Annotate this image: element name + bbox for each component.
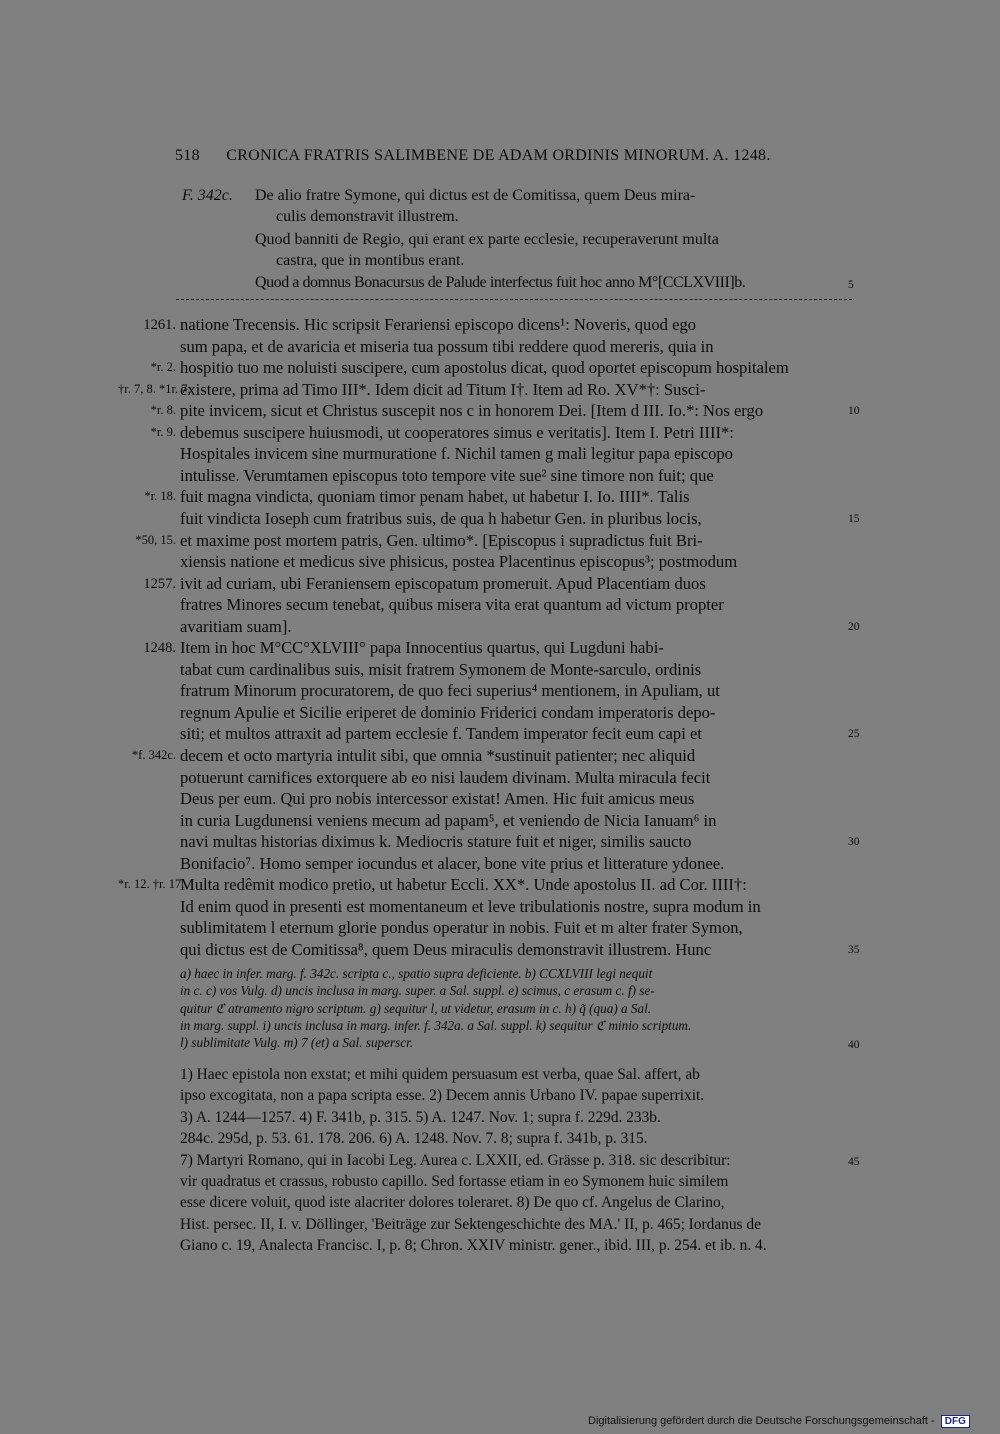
body-line: Item in hoc M°CC°XLVIII° papa Innocentius quartus, qui Lugduni habi- xyxy=(180,638,664,657)
body-line: tabat cum cardinalibus suis, misit fratrem Symonem de Monte-sarculo, ordinis xyxy=(180,660,702,679)
body-line: Deus per eum. Qui pro nobis intercessor existat! Amen. Hic fuit amicus meus xyxy=(180,789,695,808)
body-line: regnum Apulie et Sicilie eriperet de dominio Friderici condam imperatoris depo- xyxy=(180,703,716,722)
footnote-line: 284c. 295d, p. 53. 61. 178. 206. 6) A. 1248. Nov. 7. 8; supra f. 341b, p. 315. xyxy=(180,1130,648,1147)
body-line: hospitio tuo me noluisti suscipere, cum apostolus dicat, quod oportet episcopum hospitalem xyxy=(180,358,789,377)
body-line: navi multas historias diximus k. Mediocris stature fuit et niger, similis saucto xyxy=(180,832,692,851)
body-line: in curia Lugdunensi veniens mecum ad papam⁵, et veniendo de Nicia Ianuam⁶ in xyxy=(180,811,717,830)
dfg-logo: DFG xyxy=(941,1415,970,1428)
line-number: 45 xyxy=(848,1156,860,1168)
body-line: debemus suscipere huiusmodi, ut cooperatores simus e veritatis]. Item I. Petri IIII*: xyxy=(180,423,734,442)
footnote-line: Giano c. 19, Analecta Francisc. I, p. 8; Chron. XXIV ministr. gener., ibid. III, p. 254. et ib. n. 4. xyxy=(180,1237,767,1254)
page-number: 518 xyxy=(175,147,200,164)
apparatus-line: in marg. suppl. i) uncis inclusa in marg. infer. f. 342a. a Sal. suppl. k) sequitur ℭ minio scriptum. xyxy=(180,1018,692,1033)
apparatus-line: l) sublimitate Vulg. m) 7 (et) a Sal. superscr. xyxy=(180,1035,414,1050)
toc-line-5: Quod a domnus Bonacursus de Palude interfectus fuit hoc anno M°[CCLXVIII]b. xyxy=(255,274,746,291)
body-line: decem et octo martyria intulit sibi, que omnia *sustinuit patienter; nec aliquid xyxy=(180,746,696,765)
body-line: natione Trecensis. Hic scripsit Ferariensi episcopo dicens¹: Noveris, quod ego xyxy=(180,315,697,334)
margin-note: *r. 18. xyxy=(144,489,176,503)
body-line: potuerunt carnifices extorquere ab eo nisi laudem divinam. Multa miracula fecit xyxy=(180,768,711,787)
body-line: siti; et multos attraxit ad partem ecclesie f. Tandem imperator fecit eum capi et xyxy=(180,724,702,743)
body-line: fratres Minores secum tenebat, quibus misera vita erat quantum ad victum propter xyxy=(180,595,724,614)
footnote-line: Hist. persec. II, I. v. Döllinger, 'Beiträge zur Sektengeschichte des MA.' II, p. 465; Iordanus de xyxy=(180,1216,761,1233)
footnote-line: ipso excogitata, non a papa scripta esse. 2) Decem annis Urbano IV. papae superrixit. xyxy=(180,1087,705,1104)
body-line: pite invicem, sicut et Christus suscepit nos c in honorem Dei. [Item d III. Io.*: Nos ergo xyxy=(180,401,764,420)
body-line: xiensis natione et medicus sive phisicus, postea Placentinus episcopus³; postmodum xyxy=(180,552,738,571)
body-line: Hospitales invicem sine murmuratione f. Nichil tamen g mali legitur papa episcopo xyxy=(180,444,733,463)
margin-note: 1257. xyxy=(143,576,176,592)
line-number: 20 xyxy=(848,621,860,633)
body-line: Id enim quod in presenti est momentaneum et leve tribulationis nostre, supra modum in xyxy=(180,897,761,916)
credit-text: Digitalisierung gefördert durch die Deutsche Forschungsgemeinschaft - xyxy=(588,1415,935,1427)
body-line: fuit magna vindicta, quoniam timor penam habet, ut habetur I. Io. IIII*. Talis xyxy=(180,487,690,506)
body-line: et maxime post mortem patris, Gen. ultimo*. [Episcopus i supradictus fuit Bri- xyxy=(180,531,703,550)
body-line: ivit ad curiam, ubi Feraniensem episcopatum promeruit. Apud Placentiam duos xyxy=(180,574,706,593)
footnote-line: esse dicere voluit, quod iste alacriter dolores toleraret. 8) De quo cf. Angelus de Clarino, xyxy=(180,1194,725,1211)
running-title: CRONICA FRATRIS SALIMBENE DE ADAM ORDINIS MINORUM. A. 1248. xyxy=(226,147,771,164)
line-number: 10 xyxy=(848,405,860,417)
body-line: Bonifacio⁷. Homo semper iocundus et alacer, bone vite prius et litterature ydonee. xyxy=(180,854,725,873)
line-number: 30 xyxy=(848,836,860,848)
line-number: 35 xyxy=(848,944,860,956)
digitization-credit xyxy=(588,1415,970,1428)
margin-note: *r. 8. xyxy=(150,403,176,417)
apparatus-line: quitur ℭ atramento nigro scriptum. g) sequitur l, ut videtur, erasum in c. h) q̃ (qua) a Sal. xyxy=(180,1001,652,1016)
body-line: sum papa, et de avaricia et miseria tua possum tibi reddere quod mereris, quia in xyxy=(180,337,714,356)
margin-note: 1261. xyxy=(143,317,176,333)
body-line: Multa redêmit modico pretio, ut habetur Eccli. XX*. Unde apostolus II. ad Cor. IIII†: xyxy=(180,875,747,894)
toc-line-3: Quod banniti de Regio, qui erant ex parte ecclesie, recuperaverunt multa xyxy=(255,231,719,248)
body-line: existere, prima ad Timo III*. Idem dicit ad Titum I†. Item ad Ro. XV*†: Susci- xyxy=(180,380,706,399)
margin-note: *r. 2. xyxy=(150,360,176,374)
section-divider xyxy=(176,299,852,300)
body-line: intulisse. Verumtamen episcopus toto tempore vite sue² sine timore non fuit; que xyxy=(180,466,714,485)
running-header xyxy=(175,147,771,165)
toc-line-2: culis demonstravit illustrem. xyxy=(276,208,459,225)
footnote-line: 1) Haec epistola non exstat; et mihi quidem persuasum est verba, quae Sal. affert, ab xyxy=(180,1066,700,1083)
margin-note: *r. 12. †r. 17. xyxy=(118,877,185,891)
body-line: sublimitatem l eternum glorie pondus operatur in nobis. Fuit et m alter frater Symon, xyxy=(180,918,743,937)
line-number: 25 xyxy=(848,728,860,740)
footnote-line: 3) A. 1244—1257. 4) F. 341b, p. 315. 5) A. 1247. Nov. 1; supra f. 229d. 233b. xyxy=(180,1109,661,1126)
footnote-line: vir quadratus et crassus, robusto capillo. Sed fortasse etiam in eo Symonem huic similem xyxy=(180,1173,729,1190)
margin-note: 1248. xyxy=(143,640,176,656)
margin-note: *r. 9. xyxy=(150,425,176,439)
line-number: 40 xyxy=(848,1039,860,1051)
footnote-line: 7) Martyri Romano, qui in Iacobi Leg. Aurea c. LXXII, ed. Grässe p. 318. sic describitur: xyxy=(180,1152,731,1169)
apparatus-line: in c. c) vos Vulg. d) uncis inclusa in marg. super. a Sal. suppl. e) scimus, c erasum c. f) se- xyxy=(180,983,655,998)
toc-line-number: 5 xyxy=(848,279,854,291)
apparatus-line: a) haec in infer. marg. f. 342c. scripta c., spatio supra deficiente. b) CCXLVIII legi nequit xyxy=(180,966,653,981)
margin-note: *f. 342c. xyxy=(131,748,176,762)
body-line: fratrum Minorum procuratorem, de quo feci superius⁴ mentionem, in Apuliam, ut xyxy=(180,681,720,700)
toc-line-4: castra, que in montibus erant. xyxy=(276,252,465,269)
toc-folio: F. 342c. xyxy=(182,187,233,204)
body-line: fuit vindicta Ioseph cum fratribus suis, de qua h habetur Gen. in pluribus locis, xyxy=(180,509,702,528)
body-line: qui dictus est de Comitissa⁸, quem Deus miraculis demonstravit illustrem. Hunc xyxy=(180,940,712,959)
margin-note: †r. 7, 8. *1r. 7. xyxy=(118,382,191,396)
body-line: avaritiam suam]. xyxy=(180,617,292,636)
margin-note: *50, 15. xyxy=(135,533,176,547)
toc-line-1: De alio fratre Symone, qui dictus est de Comitissa, quem Deus mira- xyxy=(255,187,696,204)
line-number: 15 xyxy=(848,513,860,525)
